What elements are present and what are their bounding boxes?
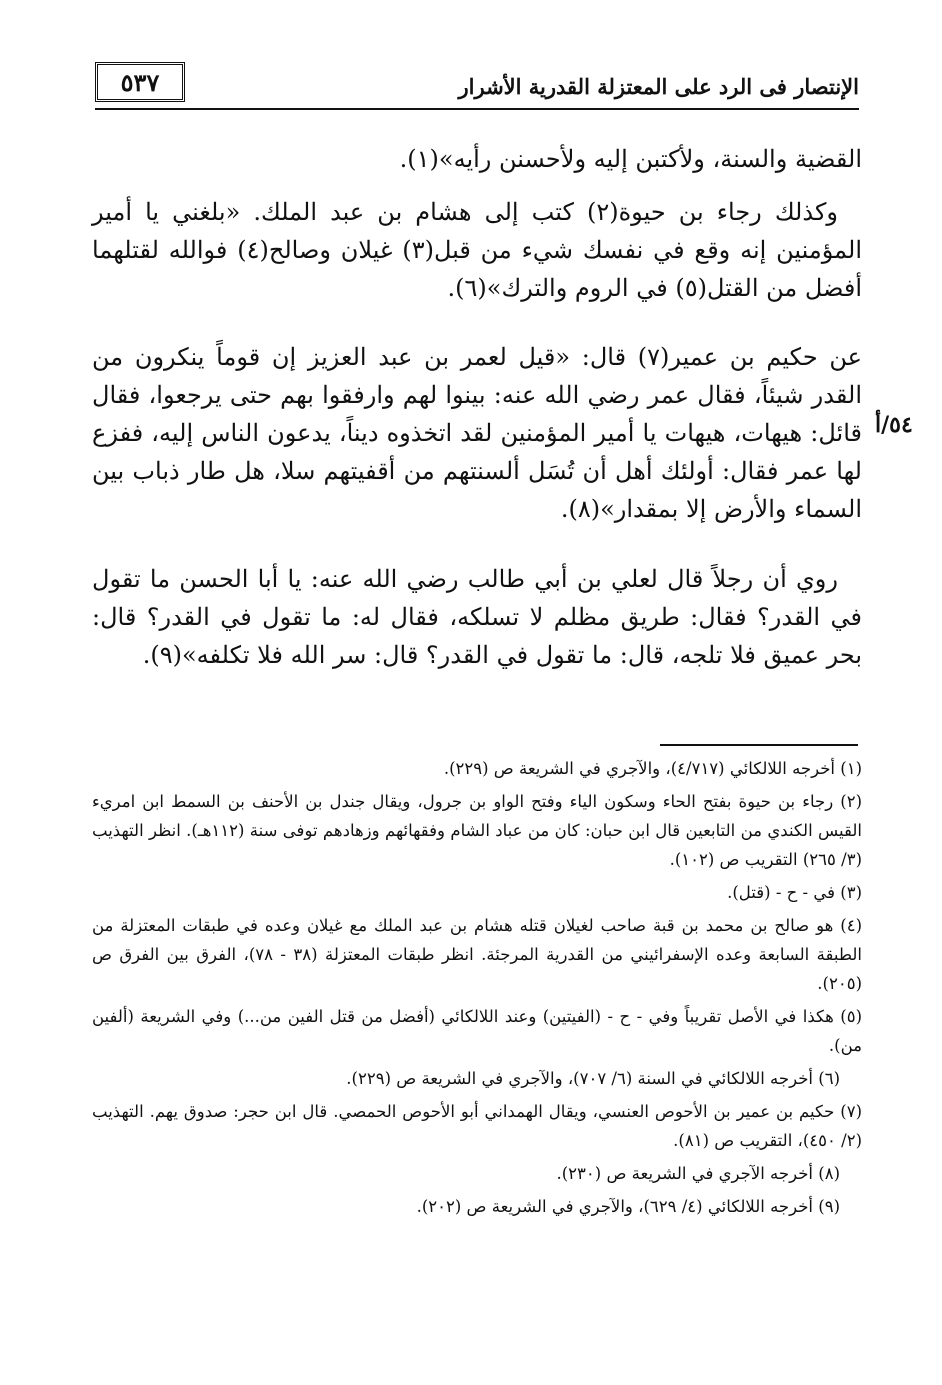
footnote-8: (٨) أخرجه الآجري في الشريعة ص (٢٣٠). [556, 1164, 840, 1183]
paragraph-1: القضية والسنة، ولأكتبن إليه ولأحسنن رأيه»(١). [399, 145, 862, 173]
footnote-separator [660, 744, 858, 746]
paragraph-4: روي أن رجلاً قال لعلي بن أبي طالب رضي الله عنه: يا أبا الحسن ما تقول في القدر؟ فقال: طريق مظلم لا تسلكه، فقال له: ما تقول في القدر؟ قال: بحر عميق فلا تلجه، قال: ما تقول في القدر؟ قال: سر الله فلا تكلفه»(٩). [92, 565, 862, 669]
page-header [95, 62, 859, 112]
footnote-9: (٩) أخرجه اللالكائي (٤/ ٦٢٩)، والآجري في الشريعة ص (٢٠٢). [416, 1197, 840, 1216]
footnote-1: (١) أخرجه اللالكائي (٤/٧١٧)، والآجري في الشريعة ص (٢٢٩). [443, 759, 862, 778]
paragraph-3: عن حكيم بن عمير(٧) قال: «قيل لعمر بن عبد العزيز إن قوماً ينكرون من القدر شيئاً، فقال عمر رضي الله عنه: بينوا لهم وارفقوا بهم حتى يرجعوا، فقال قائل: هيهات، هيهات يا أمير المؤمنين لقد اتخذوه ديناً، يدعون الناس إليه، ففزع لها عمر فقال: أولئك أهل أن تُسَل ألسنتهم من أقفيتهم سلا، هل طار ذباب بين السماء والأرض إلا بمقدار»(٨). [92, 343, 863, 523]
footnote-3: (٣) في - ح - (قتل). [727, 883, 862, 902]
page-number-box [95, 62, 185, 102]
body-paragraph [92, 140, 862, 178]
footnote-7: (٧) حكيم بن عمير بن الأحوص العنسي، ويقال الهمداني أبو الأحوص الحمصي. قال ابن حجر: صدوق يهم. التهذيب (٢/ ٤٥٠)، التقريب ص (٨١). [92, 1102, 862, 1150]
page-number: ٥٣٧ [120, 67, 160, 97]
footnote-2: (٢) رجاء بن حيوة بفتح الحاء وسكون الياء وفتح الواو بن جرول، ويقال جندل بن الأحنف بن السمط ابن امريء القيس الكندي من التابعين قال ابن حبان: كان من عباد الشام وفقهائهم وزهادهم توفى سنة (١١٢هـ). انظر التهذيب (٣/ ٢٦٥) التقريب ص (١٠٢). [92, 792, 862, 869]
body-paragraph [92, 338, 862, 528]
running-title: الإنتصار فى الرد على المعتزلة القدرية الأشرار [458, 74, 859, 99]
footnote-5: (٥) هكذا في الأصل تقريباً وفي - ح - (الفيتين) وعند اللالكائي (أفضل من قتل الفين من...) وفي الشريعة (ألفين من). [92, 1007, 862, 1055]
header-rule [95, 108, 859, 110]
paragraph-2: وكذلك رجاء بن حيوة(٢) كتب إلى هشام بن عبد الملك. «بلغني يا أمير المؤمنين إنه وقع في نفسك شيء من قبل(٣) غيلان وصالح(٤) فوالله لقتلهما أفضل من القتل(٥) في الروم والترك»(٦). [92, 198, 862, 302]
body-paragraph [92, 193, 862, 307]
footnote-4: (٤) هو صالح بن محمد بن قبة صاحب لغيلان قتله هشام بن عبد الملك مع غيلان وعده في طبقات المعتزلة من الطبقة السابعة وعده الإسفرائيني من القدرية المرجئة. انظر طبقات المعتزلة (٣٨ - ٧٨)، الفرق بين الفرق ص (٢٠٥). [92, 916, 862, 993]
footnotes [92, 754, 862, 1225]
body-paragraph [92, 560, 862, 674]
footnote-6: (٦) أخرجه اللالكائي في السنة (٦/ ٧٠٧)، والآجري في الشريعة ص (٢٢٩). [346, 1069, 840, 1088]
folio-margin-note: ٥٤/أ [875, 412, 913, 438]
